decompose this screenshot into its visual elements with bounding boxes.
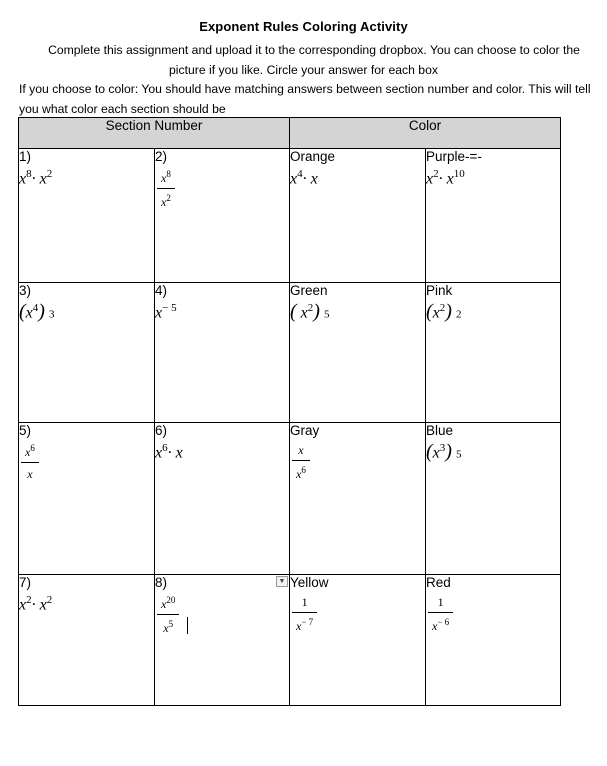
- expression: $(x^4)$ 3: [19, 300, 55, 323]
- color-cell-blue[interactable]: [426, 423, 561, 575]
- header-section-number: Section Number: [19, 118, 290, 149]
- chevron-down-icon[interactable]: ▼: [276, 576, 288, 587]
- expression: $x^{- 5}$: [155, 302, 177, 322]
- section-label: 3): [19, 283, 32, 298]
- section-label: 8): [155, 575, 168, 590]
- fraction-expression: $\frac{x^8}{x^2}$: [157, 169, 175, 210]
- color-name: Yellow: [290, 575, 329, 590]
- fraction-expression: $\frac{x}{x^6}$: [292, 443, 310, 482]
- color-name: Orange: [290, 149, 336, 164]
- section-cell-3[interactable]: [19, 283, 155, 423]
- section-cell-1[interactable]: [19, 149, 155, 283]
- fraction-expression: $\frac{x^6}{x}$: [21, 443, 39, 482]
- section-cell-2[interactable]: [155, 149, 290, 283]
- expression: $(x^3)$ 5: [426, 440, 462, 463]
- color-name: Purple-=-: [426, 149, 482, 164]
- section-cell-6[interactable]: [155, 423, 290, 575]
- color-cell-pink[interactable]: [426, 283, 561, 423]
- color-name: Blue: [426, 423, 454, 438]
- section-label: 1): [19, 149, 32, 164]
- color-name: Red: [426, 575, 451, 590]
- section-label: 5): [19, 423, 32, 438]
- section-label: 2): [155, 149, 168, 164]
- expression: $(x^2)$ 2: [426, 300, 462, 323]
- section-cell-4[interactable]: [155, 283, 290, 423]
- expression: $x^4\cdot x$: [290, 168, 318, 188]
- section-label: 6): [155, 423, 168, 438]
- header-color: Color: [290, 118, 561, 149]
- color-name: Green: [290, 283, 328, 298]
- text-cursor: [187, 617, 188, 634]
- color-name: Gray: [290, 423, 320, 438]
- section-cell-5[interactable]: [19, 423, 155, 575]
- section-cell-8[interactable]: [155, 575, 290, 706]
- exponent-table: [18, 117, 561, 706]
- color-cell-orange[interactable]: [290, 149, 426, 283]
- fraction-expression: $\frac{1}{x^{- 6}}$: [428, 595, 453, 634]
- color-cell-yellow[interactable]: [290, 575, 426, 706]
- expression: $x^6\cdot x$: [155, 442, 183, 462]
- section-label: 4): [155, 283, 168, 298]
- intro-line-1: Complete this assignment and upload it to the corresponding dropbox. You can choose to color the: [48, 43, 580, 57]
- color-cell-purple[interactable]: [426, 149, 561, 283]
- expression: $x^8\cdot x^2$: [19, 168, 53, 188]
- fraction-expression: $\frac{1}{x^{- 7}}$: [292, 595, 317, 634]
- section-cell-7[interactable]: [19, 575, 155, 706]
- expression: ( $x^2$) 5: [290, 300, 330, 323]
- color-name: Pink: [426, 283, 453, 298]
- section-label: 7): [19, 575, 32, 590]
- color-cell-green[interactable]: [290, 283, 426, 423]
- fraction-expression: $\frac{x^{20}}{x^5}$: [157, 595, 179, 636]
- color-cell-red[interactable]: [426, 575, 561, 706]
- document-title: Exponent Rules Coloring Activity: [199, 19, 408, 34]
- expression: $x^2\cdot x^2$: [19, 594, 53, 614]
- expression: $x^2\cdot x^{10}$: [426, 168, 465, 188]
- intro-line-3: If you choose to color: You should have matching answers between section number and color. This will tell you what color each section should be: [19, 82, 591, 116]
- intro-line-2: picture if you like. Circle your answer for each box: [169, 63, 438, 77]
- color-cell-gray[interactable]: [290, 423, 426, 575]
